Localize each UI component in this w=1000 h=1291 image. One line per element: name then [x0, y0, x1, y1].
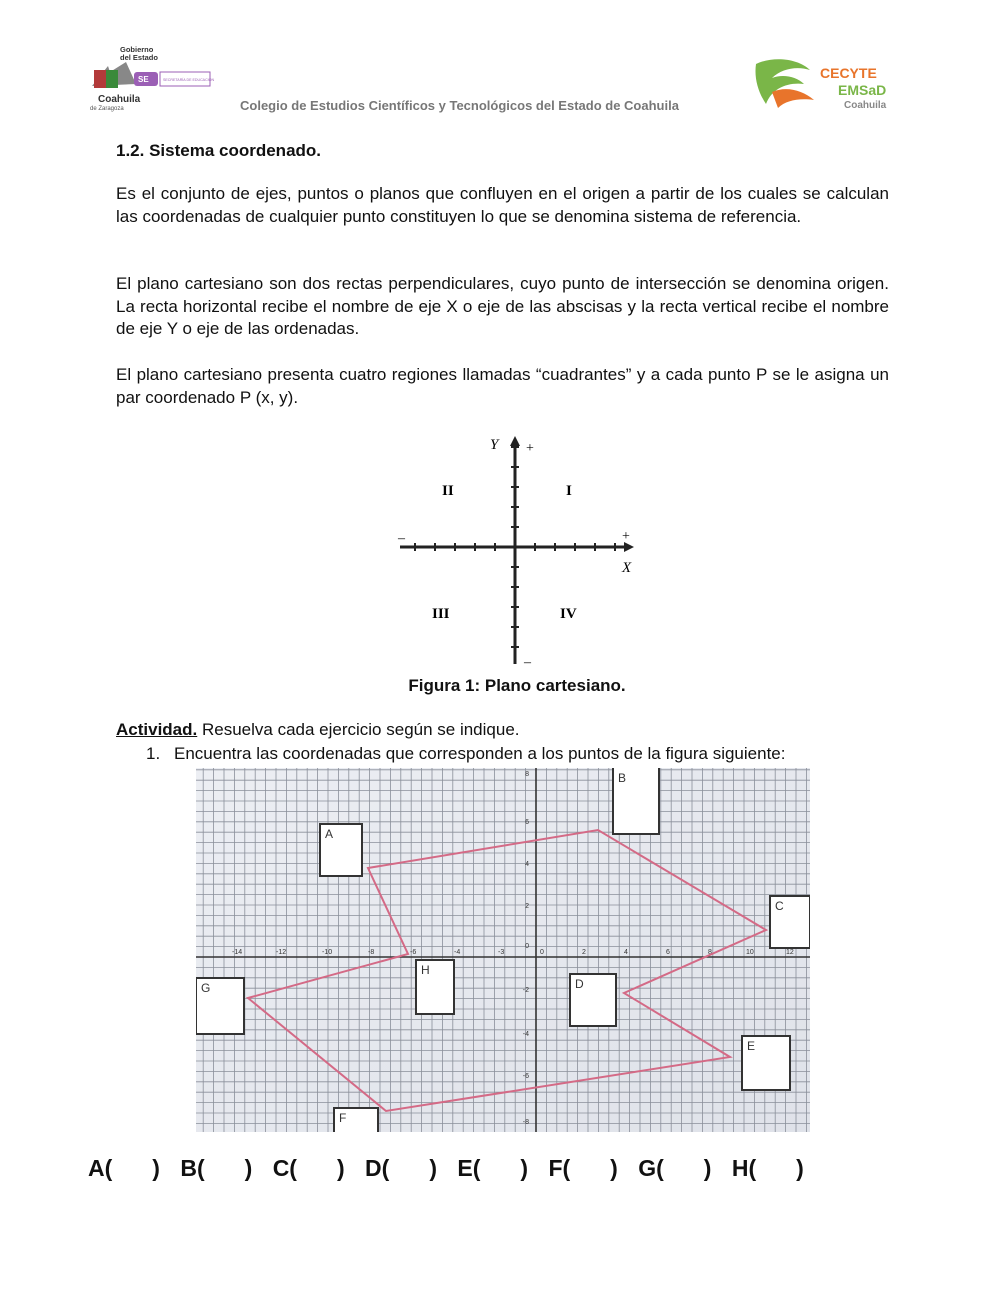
y-tick-label: -2 — [522, 987, 529, 994]
answer-g[interactable] — [638, 1155, 711, 1182]
x-tick-label: -6 — [410, 949, 417, 956]
answer-c-close: ) — [336, 1155, 345, 1181]
point-label-f: F — [339, 1111, 347, 1125]
point-label-h: H — [421, 963, 430, 977]
section-title: 1.2. Sistema coordenado. — [116, 141, 322, 160]
figure1-caption: Figura 1: Plano cartesiano. — [408, 676, 626, 695]
gov-logo-line1: Gobierno — [120, 45, 154, 54]
quadrant-iii-label: III — [432, 606, 450, 622]
activity-heading — [116, 720, 520, 740]
activity-label: Actividad. — [116, 720, 198, 739]
answer-e[interactable] — [457, 1155, 528, 1182]
answer-g-open: G( — [638, 1155, 664, 1181]
question-1-text: Encuentra las coordenadas que corresponden a los puntos de la figura siguiente: — [174, 744, 786, 763]
answers-row — [88, 1155, 818, 1182]
coordinate-grid-exercise — [196, 768, 810, 1132]
x-tick-label: 4 — [624, 949, 628, 956]
point-label-d: D — [575, 977, 584, 991]
y-tick-label: -4 — [522, 1031, 529, 1038]
gov-logo-sub: de Zaragoza — [90, 106, 124, 112]
x-tick-label: -14 — [232, 949, 243, 956]
government-logo — [88, 44, 218, 114]
point-label-e: E — [747, 1039, 756, 1053]
axes — [400, 444, 626, 664]
answer-b-close: ) — [244, 1155, 253, 1181]
answer-g-close: ) — [703, 1155, 712, 1181]
x-tick-label: -3 — [498, 949, 505, 956]
quadrant-iv-label: IV — [560, 606, 577, 622]
answer-a[interactable] — [88, 1155, 160, 1182]
quadrant-ii-label: II — [442, 483, 454, 499]
answer-f[interactable] — [548, 1155, 617, 1182]
answer-e-open: E( — [457, 1155, 481, 1181]
answer-e-close: ) — [520, 1155, 529, 1181]
answer-h-close: ) — [796, 1155, 804, 1181]
answer-d[interactable] — [365, 1155, 437, 1182]
point-label-a: A — [325, 827, 334, 841]
quadrant-i-label: I — [566, 483, 572, 499]
answer-b[interactable] — [180, 1155, 252, 1182]
paragraph-definition: Es el conjunto de ejes, puntos o planos que confluyen en el origen a partir de los cuales se calculan las coordenadas de cualquier punto constituyen lo que se denomina sistema de referencia. — [116, 184, 889, 226]
answer-a-close: ) — [152, 1155, 160, 1181]
college-name: Colegio de Estudios Científicos y Tecnológicos del Estado de Coahuila — [240, 98, 679, 113]
paragraph-cartesian-plane: El plano cartesiano son dos rectas perpendiculares, cuyo punto de intersección se denomina origen. La recta horizontal recibe el nombre de eje X o eje de las abscisas y la recta vertical recibe el nombre de eje Y o eje de las ordenadas. — [116, 274, 889, 338]
x-minus-sign: – — [398, 531, 405, 546]
answer-c[interactable] — [273, 1155, 345, 1182]
x-tick-label: 6 — [666, 949, 670, 956]
x-tick-label: -4 — [454, 949, 461, 956]
y-plus-sign: + — [526, 441, 534, 456]
x-tick-label: 12 — [786, 949, 794, 956]
x-tick-label: 0 — [540, 949, 544, 956]
y-tick-label: 6 — [525, 819, 529, 826]
gov-logo-state: Coahuila — [98, 94, 141, 105]
answer-f-close: ) — [610, 1155, 618, 1181]
cecyte-line2: EMSaD — [838, 82, 887, 98]
y-tick-label: -8 — [522, 1119, 529, 1126]
cecyte-line1: CECYTE — [820, 65, 877, 81]
answer-d-close: ) — [429, 1155, 437, 1181]
answer-a-open: A( — [88, 1155, 113, 1181]
gov-logo-secretaria: SECRETARÍA DE EDUCACIÓN — [163, 78, 215, 82]
y-tick-label: 0 — [525, 943, 529, 950]
x-plus-sign: + — [622, 529, 630, 544]
y-axis-arrow — [510, 436, 520, 446]
y-axis-label: Y — [490, 437, 499, 453]
activity-instruction: Resuelva cada ejercicio según se indique. — [197, 720, 520, 739]
cecyte-line3: Coahuila — [844, 100, 887, 111]
cecyte-logo — [752, 56, 902, 114]
answer-f-open: F( — [548, 1155, 571, 1181]
y-tick-label: 8 — [525, 771, 529, 778]
answer-h-open: H( — [731, 1155, 757, 1181]
x-tick-label: 10 — [746, 949, 754, 956]
x-tick-label: -12 — [276, 949, 287, 956]
gov-logo-se: SE — [138, 75, 149, 84]
point-label-c: C — [775, 899, 784, 913]
cartesian-plane-figure — [390, 432, 650, 672]
x-tick-label: 8 — [708, 949, 712, 956]
paragraph-quadrants: El plano cartesiano presenta cuatro regiones llamadas “cuadrantes” y a cada punto P se le asigna un par coordenado P (x, y). — [116, 365, 889, 407]
x-tick-label: -8 — [368, 949, 375, 956]
point-label-g: G — [201, 981, 211, 995]
gov-logo-line2: del Estado — [120, 53, 158, 62]
answer-c-open: C( — [272, 1155, 297, 1181]
y-tick-label: 2 — [525, 903, 529, 910]
question-1 — [146, 744, 785, 764]
y-minus-sign: – — [524, 655, 531, 670]
y-tick-label: 4 — [525, 861, 529, 868]
x-tick-label: -10 — [322, 949, 333, 956]
answer-h[interactable] — [732, 1155, 804, 1182]
x-tick-label: 2 — [582, 949, 586, 956]
x-axis-label: X — [622, 560, 632, 576]
question-1-number: 1. — [146, 744, 161, 763]
y-tick-label: -6 — [522, 1073, 529, 1080]
point-label-b: B — [618, 771, 627, 785]
answer-d-open: D( — [365, 1155, 390, 1181]
answer-b-open: B( — [180, 1155, 205, 1181]
